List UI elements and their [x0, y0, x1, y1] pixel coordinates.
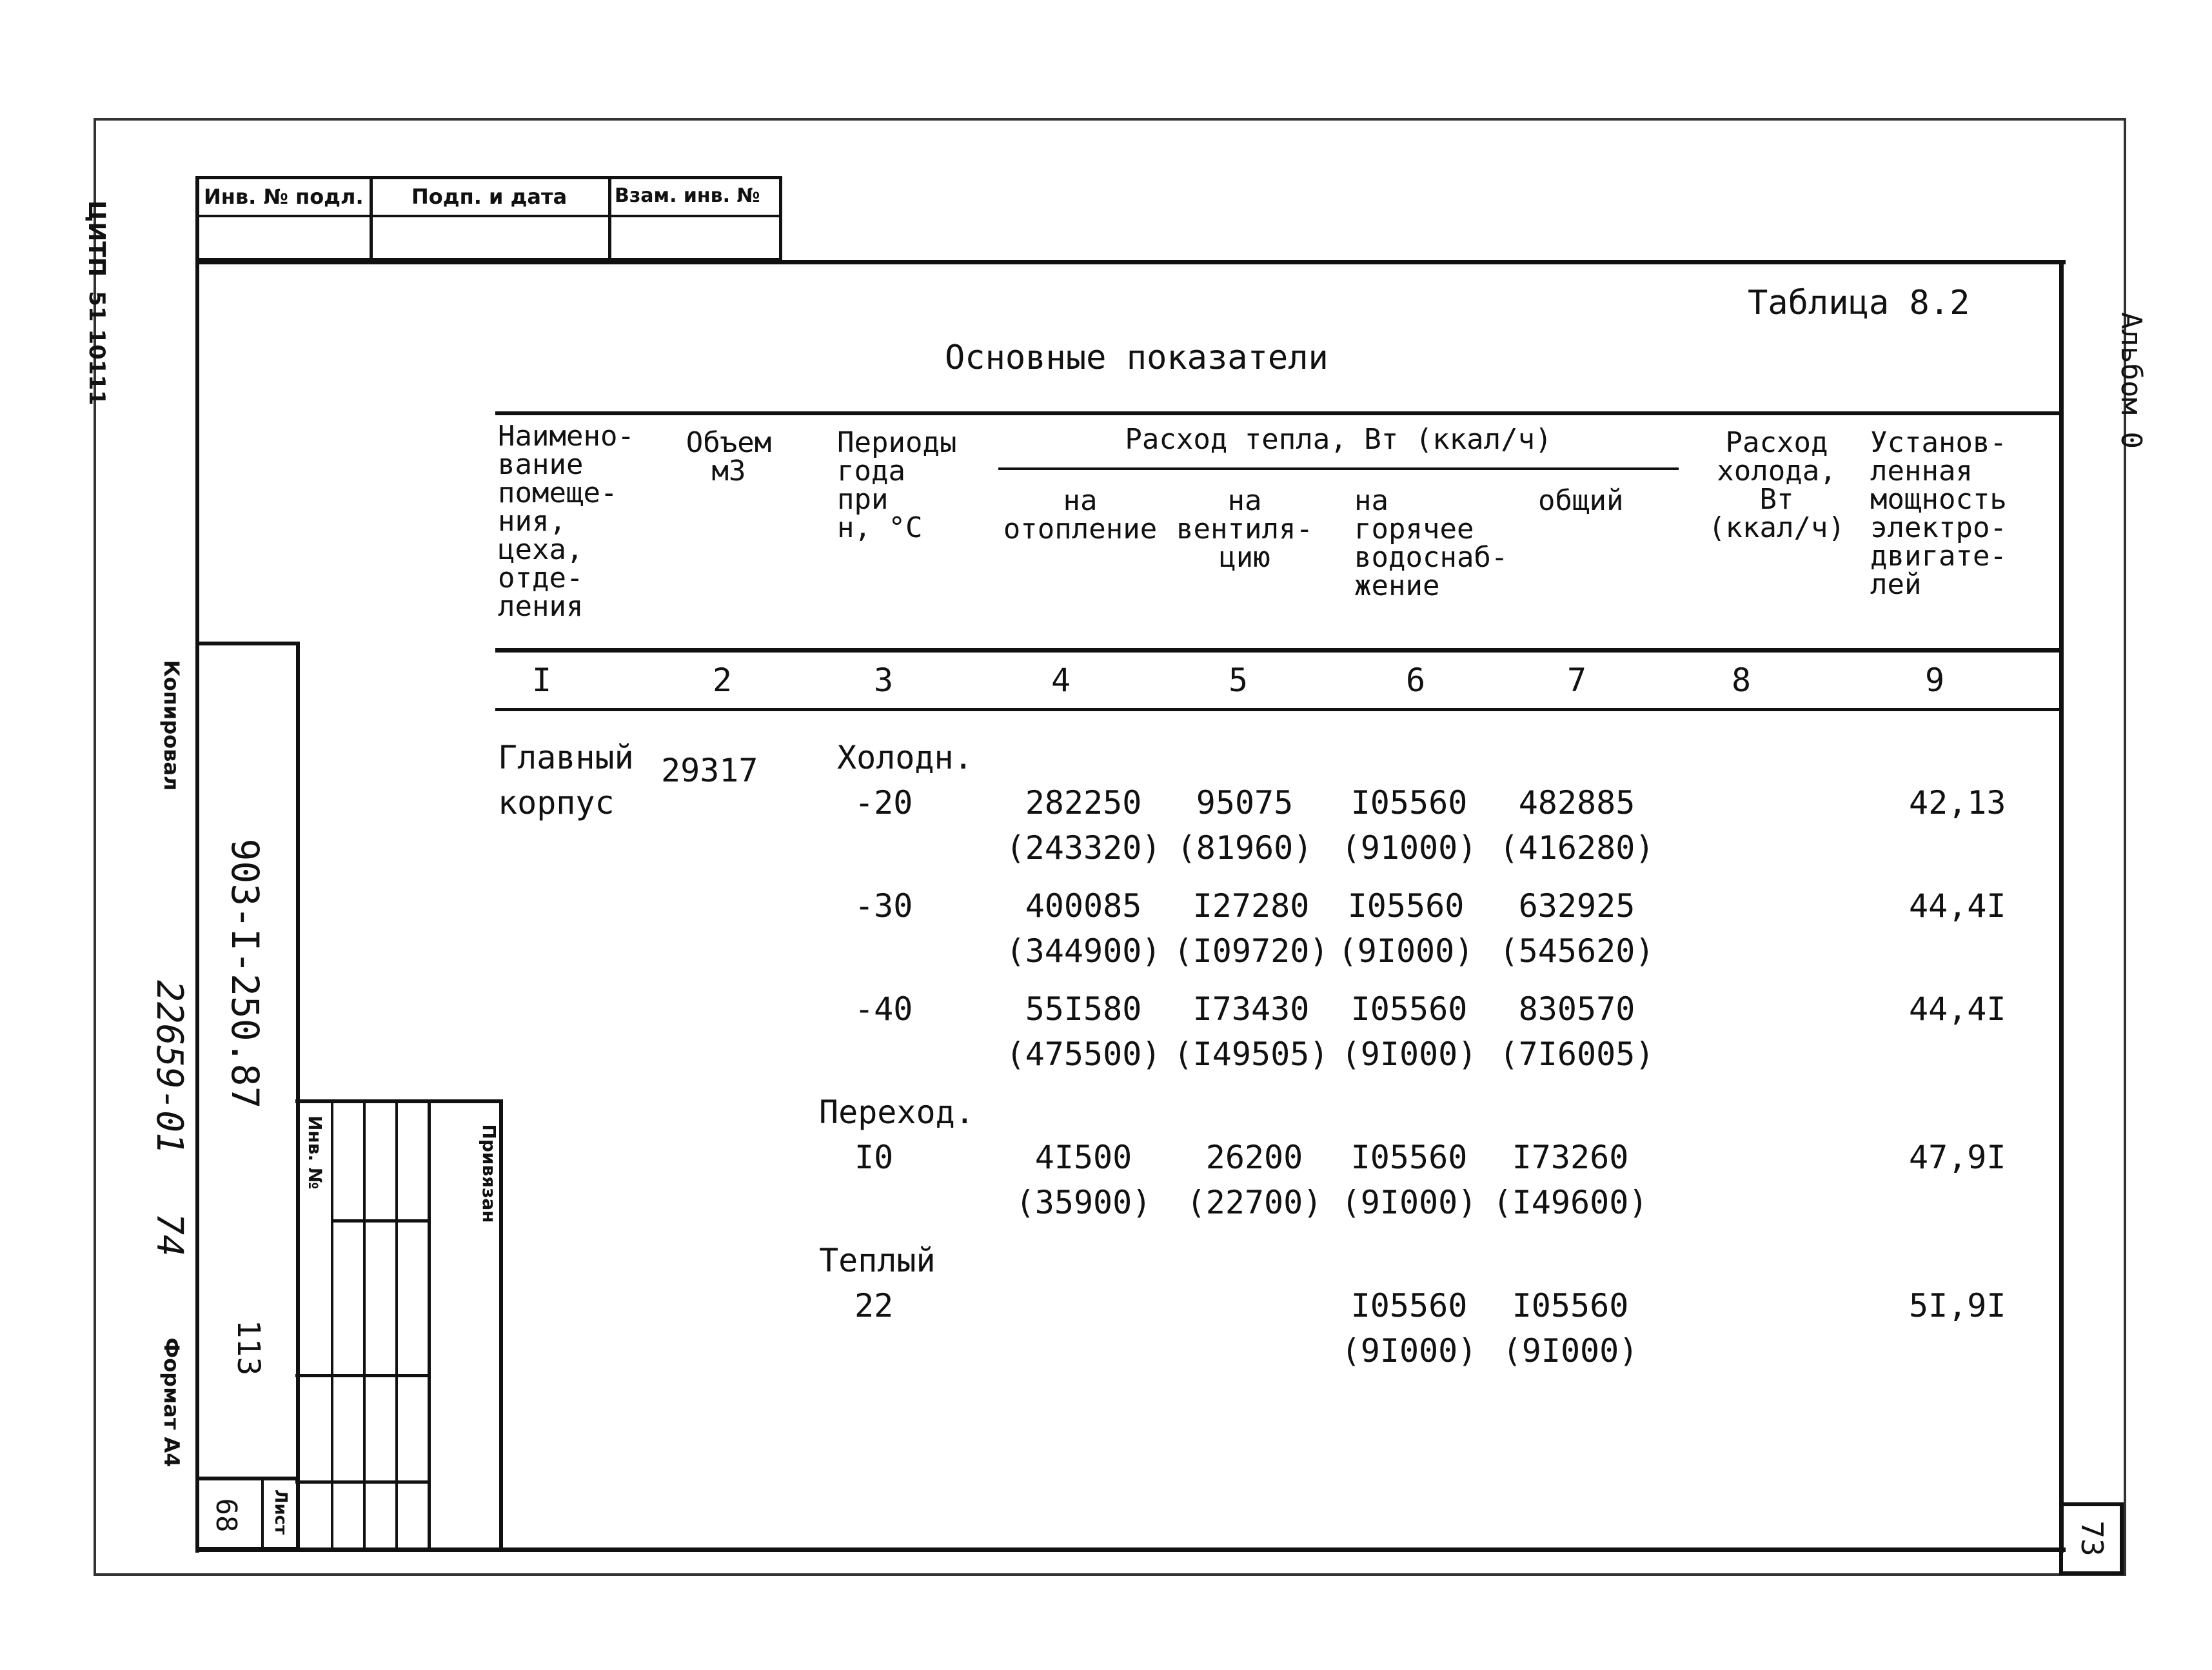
- temp-cold-40: -40: [854, 990, 913, 1028]
- format-label: [152, 1319, 184, 1486]
- main-frame-right: [2059, 260, 2064, 1553]
- stamp-inv-podl: Инв. № подл.: [204, 184, 364, 209]
- table-label: Таблица 8.2: [1748, 284, 1970, 322]
- hotwater-cold-40: I05560 (9I000): [1341, 990, 1477, 1073]
- col-number-7: 7: [1566, 662, 1587, 699]
- header-motor-power: Установ- ленная мощность электро- двигате- лей: [1870, 426, 2007, 601]
- power-cold-20: 42,13: [1909, 784, 2006, 821]
- privyazan-stamp: [295, 1099, 503, 1551]
- col-number-1: I: [531, 662, 552, 699]
- main-frame-top: [195, 260, 2066, 264]
- col-number-9: 9: [1924, 662, 1945, 699]
- table-title: Основные показатели: [945, 339, 1328, 377]
- table-rule-top: [495, 411, 2059, 415]
- table-rule-header-bottom: [495, 648, 2059, 653]
- margin-code-text: ЦИТП: [83, 200, 110, 277]
- col-number-6: 6: [1405, 662, 1426, 699]
- handwritten-code-label: [145, 964, 190, 1170]
- ventilation-cold-30: I27280 (I09720): [1173, 887, 1329, 970]
- number-113: 113: [230, 1319, 266, 1376]
- handwritten-page: 74: [148, 1213, 190, 1257]
- album-label: [2109, 284, 2148, 477]
- number-113-label: [229, 1306, 268, 1390]
- header-heat-group: Расход тепла, Вт (ккал/ч): [1125, 423, 1552, 456]
- heating-cold-30: 400085 (344900): [1005, 887, 1161, 970]
- col-number-5: 5: [1228, 662, 1249, 699]
- temp-warm: 22: [854, 1287, 894, 1324]
- header-total: общий: [1538, 484, 1624, 517]
- kopiroval-label: [152, 642, 184, 809]
- temp-cold-30: -30: [854, 887, 913, 925]
- outer-frame-top: [94, 118, 2124, 121]
- temp-cold-20: -20: [854, 784, 913, 821]
- total-warm: I05560 (9I000): [1502, 1287, 1639, 1370]
- header-cold: Расход холода, Вт (ккал/ч): [1708, 426, 1845, 544]
- hotwater-warm: I05560 (9I000): [1341, 1287, 1477, 1370]
- inv-no-label: [300, 1115, 326, 1190]
- col-number-3: 3: [873, 662, 894, 699]
- total-cold-30: 632925 (545620): [1499, 887, 1655, 970]
- temp-transition: I0: [854, 1139, 894, 1176]
- format-text: Формат А4: [159, 1337, 184, 1468]
- total-cold-20: 482885 (416280): [1499, 784, 1655, 867]
- sheet-number-label: [206, 1489, 245, 1541]
- total-transition: I73260 (I49600): [1492, 1139, 1648, 1221]
- header-heating: на отопление: [1003, 484, 1158, 545]
- room-volume: 29317: [661, 752, 758, 789]
- album-label-text: Альбом 0: [2115, 312, 2148, 449]
- col-number-4: 4: [1051, 662, 1071, 699]
- privyazan-text: Привязан: [479, 1124, 500, 1223]
- period-label-cold: Холодн.: [837, 739, 973, 776]
- margin-number-text: 51 10111: [84, 291, 110, 406]
- header-room-name: Наимено- вание помеще- ния, цеха, отде- ления: [498, 420, 635, 623]
- col-number-8: 8: [1731, 662, 1752, 699]
- period-label-transition: Переход.: [819, 1094, 974, 1131]
- header-periods: Периоды года при н, °С: [837, 426, 957, 544]
- ventilation-cold-40: I73430 (I49505): [1173, 990, 1329, 1073]
- col-number-2: 2: [712, 662, 733, 699]
- heating-transition: 4I500 (35900): [1015, 1139, 1152, 1221]
- sheet-label-text: Лист: [271, 1489, 290, 1535]
- table-rule-numbers-bottom: [495, 708, 2059, 711]
- left-block-divider: [195, 1477, 299, 1480]
- heating-cold-20: 282250 (243320): [1005, 784, 1161, 867]
- power-cold-40: 44,4I: [1909, 990, 2006, 1028]
- margin-number: [71, 271, 110, 426]
- hotwater-transition: I05560 (9I000): [1341, 1139, 1477, 1221]
- handwritten-page-label: [145, 1196, 190, 1273]
- header-hot-water: на горячее водоснаб- жение: [1354, 484, 1508, 602]
- total-cold-40: 830570 (7I6005): [1499, 990, 1655, 1073]
- doc-code-label: [219, 832, 271, 1115]
- heating-cold-40: 55I580 (475500): [1005, 990, 1161, 1073]
- privyazan-label: [474, 1109, 500, 1238]
- page-number: 73: [2075, 1520, 2109, 1557]
- header-volume: Объем м3: [686, 426, 772, 487]
- power-transition: 47,9I: [1909, 1139, 2006, 1176]
- page-number-box: [2059, 1502, 2124, 1575]
- kopiroval-text: Копировал: [159, 660, 184, 791]
- sheet-label: [264, 1483, 290, 1541]
- stamp-top: [195, 176, 782, 261]
- stamp-vzam-inv: Взам. инв. №: [615, 184, 760, 207]
- inv-no-text: Инв. №: [304, 1115, 326, 1190]
- handwritten-code: 22659-01: [148, 980, 190, 1154]
- sheet-number: 68: [210, 1498, 242, 1533]
- doc-code: 903-I-250.87: [223, 838, 267, 1109]
- table-rule-heat: [998, 467, 1679, 470]
- stamp-podp-data: Подп. и дата: [411, 184, 568, 209]
- power-cold-30: 44,4I: [1909, 887, 2006, 925]
- header-ventilation: на вентиля- цию: [1176, 484, 1313, 574]
- sheet-divider: [261, 1477, 264, 1549]
- hotwater-cold-20: I05560 (91000): [1341, 784, 1477, 867]
- power-warm: 5I,9I: [1909, 1287, 2006, 1324]
- ventilation-transition: 26200 (22700): [1186, 1139, 1323, 1221]
- outer-frame-bottom: [94, 1573, 2126, 1576]
- ventilation-cold-20: 95075 (81960): [1176, 784, 1313, 867]
- hotwater-cold-30: I05560 (9I000): [1338, 887, 1474, 970]
- room-name: Главный корпус: [498, 739, 634, 821]
- period-label-warm: Теплый: [819, 1242, 936, 1279]
